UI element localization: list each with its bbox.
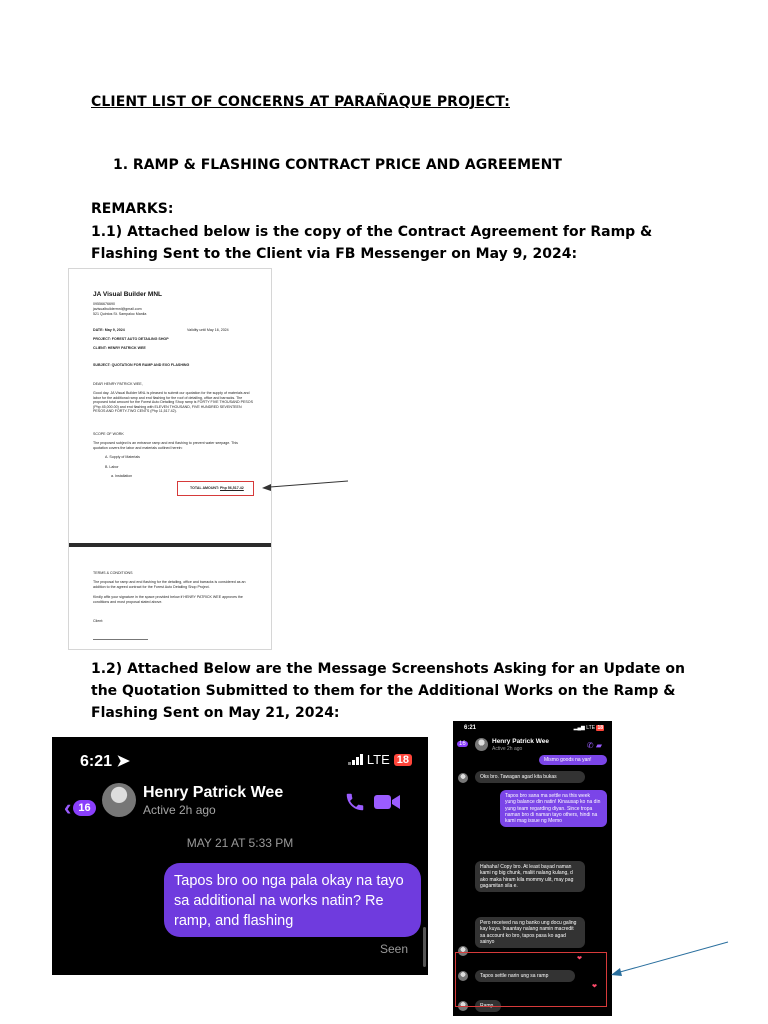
remark-2-text: 1.2) Attached Below are the Message Screenshots Asking for an Update on the Quotation Submitted to them for the Additional Works on the Ramp & Flashing Sent on May 21, 2024: [91, 661, 685, 721]
quote-validity: Validity until May 16, 2024 [187, 328, 229, 332]
network-label: LTE [586, 725, 596, 731]
call-video-icons[interactable]: ✆ ▰ [586, 741, 602, 750]
status-time: 6:21 ➤ [80, 753, 130, 770]
contact-name[interactable]: Henry Patrick Wee [492, 738, 549, 745]
unread-badge: 16 [73, 800, 95, 816]
quote-body: Good day. JA Visual Builder MNL is pleased to submit our quotation for the supply of materials and labor for the additional ramp and end flashing for the roof of detailing, office and barracks. The proposed total amount for the Forest Auto Detailing Shop ramp is FORTY FIVE THOUSAND PESOS (Php 45,000.00) and end flashing with ELEVEN THOUSAND, FIVE HUNDRED SEVENTEEN PESOS AND FORTY-TWO CENTS (Php 11,517.42). [93, 391, 253, 414]
quote-subject: SUBJECT: QUOTATION FOR RAMP AND EXO FLASHING [93, 363, 190, 367]
quote-scope-b: B. Labor [105, 465, 119, 469]
quote-scope-title: SCOPE OF WORK [93, 432, 124, 436]
contact-name[interactable]: Henry Patrick Wee [143, 784, 284, 801]
signature-line [93, 639, 148, 640]
section-heading: 1. RAMP & FLASHING CONTRACT PRICE AND AGREEMENT [113, 157, 562, 173]
heart-reaction-icon: ❤ [577, 956, 583, 962]
remarks-label: REMARKS: [91, 201, 174, 217]
signal-bars-icon: ▂▄▆ [573, 725, 585, 731]
status-time: 6:21 [464, 725, 477, 731]
highlight-box [455, 952, 607, 1007]
messenger-screenshot-large [52, 737, 428, 975]
quote-terms-title: TERMS & CONDITIONS [93, 571, 133, 575]
back-button[interactable] [64, 795, 96, 821]
quote-total-box [177, 481, 254, 496]
signal-bars-icon [348, 754, 363, 765]
status-bar-right [574, 725, 604, 731]
seen-indicator: Seen [379, 942, 408, 956]
heart-reaction-icon: ❤ [592, 984, 598, 990]
video-call-icon[interactable] [374, 794, 400, 810]
quote-client-label: Client: [93, 619, 104, 623]
incoming-message[interactable]: Ramp [475, 1000, 501, 1012]
quote-company-name: JA Visual Builder MNL [93, 291, 162, 298]
incoming-message[interactable]: Tapos settle narin ung sa ramp [475, 970, 575, 982]
chevron-left-icon: ‹ [64, 795, 72, 820]
quote-email: javisualbuildermnl@gmail.com [93, 307, 142, 311]
active-status: Active 2h ago [143, 803, 216, 817]
quote-terms-body: The proposal for ramp and end flashing for the detailing, office and barracks is considered as an addition to the agreed contract for the Forest Auto Detailing Shop Project. [93, 580, 246, 589]
quote-terms-body-2: Kindly affix your signature in the space provided below if HENRY PATRICK WEE approves the conditions and most proposal stated above. [93, 595, 243, 604]
page-break-band [69, 543, 272, 547]
quote-scope-c: a. Installation [111, 474, 133, 478]
quote-total-label: TOTAL AMOUNT: [190, 486, 220, 490]
back-button[interactable] [457, 741, 468, 747]
document-title: CLIENT LIST OF CONCERNS AT PARAÑAQUE PROJECT: [91, 94, 510, 110]
quote-scope-body: The proposed subject is an entrance ramp and end flashing to prevent water seepage. This quotation covers the labor and materials outlined herein: [93, 441, 238, 450]
remark-1-text: 1.1) Attached below is the copy of the Contract Agreement for Ramp & Flashing Sent to the Client via FB Messenger on May 9, 2024: [91, 224, 653, 262]
incoming-message[interactable]: Pero received na ng banko ung docu galing kay kuya. Inaantay nalang namin macredit sa account ko bro, tapos pasa ko agad sainyo [475, 917, 585, 948]
battery-icon: 18 [597, 725, 603, 731]
battery-icon: 18 [394, 754, 412, 766]
active-status: Active 2h ago [492, 746, 523, 752]
incoming-message[interactable]: Hahaha! Copy bro. At least bayad naman kami ng big chunk, maliit nalang kulang, d ako maka hiram kila mommy ulit, may pag gagamitan sila e. [475, 861, 585, 892]
outgoing-message[interactable]: Mismo goods na yan! [539, 755, 607, 765]
scrollbar[interactable] [423, 927, 426, 967]
date-separator: MAY 21 AT 5:33 PM [186, 836, 294, 850]
quote-client: CLIENT: HENRY PATRICK WEE [93, 346, 146, 350]
outgoing-message-bubble[interactable]: Tapos bro oo nga pala okay na tayo sa additional na works natin? Re ramp, and flashing [164, 863, 421, 937]
contact-avatar[interactable] [102, 783, 136, 817]
incoming-message[interactable]: Oks bro. Tawagan agad kita bukas [475, 771, 585, 783]
arrow-to-highlight-box [611, 942, 728, 976]
phone-call-icon[interactable] [344, 791, 366, 813]
contact-avatar[interactable] [475, 738, 488, 751]
quote-phone: 09556676690 [93, 302, 115, 306]
quote-address: 521 Quintos St. Sampaloc Manila [93, 312, 147, 316]
quote-scope-a: A. Supply of Materials [105, 455, 140, 459]
outgoing-message[interactable]: Tapos bro sana ma settle na this week yung balance din natin! Kinausap ko na din yung team regarding diyan. Since tropa naman bro di naman tayo others, hindi na kami mag issue ng Memo [500, 790, 607, 827]
location-arrow-icon: ➤ [116, 753, 130, 770]
contact-avatar-small [458, 773, 468, 783]
arrow-to-total-amount [262, 481, 348, 491]
quotation-document-image [68, 268, 272, 650]
status-bar-right [348, 752, 412, 767]
quote-project: PROJECT: FOREST AUTO DETAILING SHOP [93, 337, 169, 341]
network-label: LTE [366, 752, 390, 767]
unread-badge: 16 [459, 741, 466, 747]
quote-date: DATE: May 9, 2024 [93, 328, 125, 332]
quote-total-value: Php 56,517.42 [220, 486, 244, 490]
quote-salutation: DEAR HENRY PATRICK WEE, [93, 382, 143, 386]
